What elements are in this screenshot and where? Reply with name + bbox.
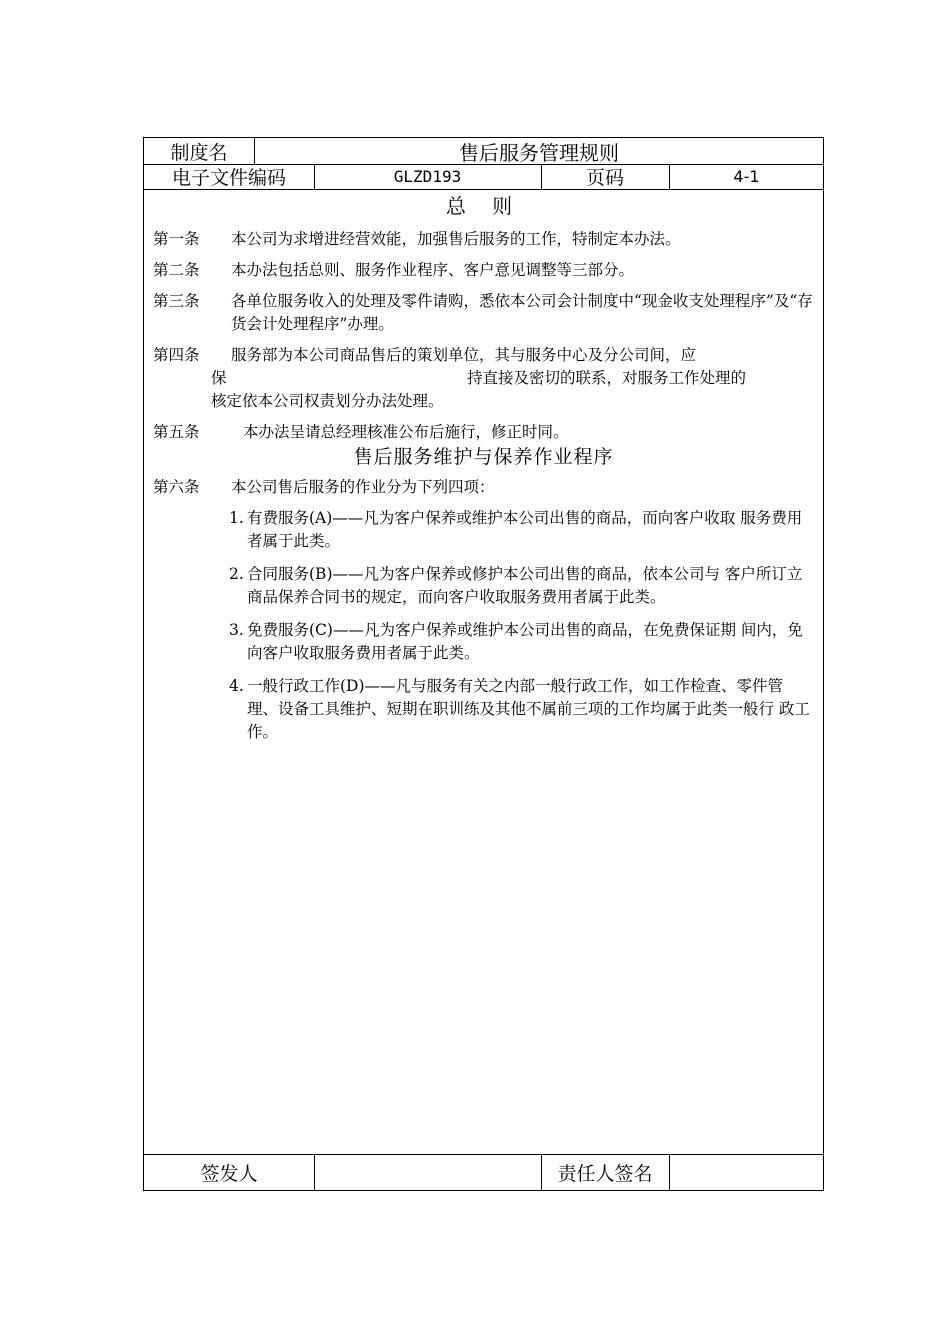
item-text: 有费服务(A)——凡为客户保养或维护本公司出售的商品，而向客户收取 服务费用者属于此类。 — [247, 509, 803, 550]
article-label: 第一条 — [153, 230, 200, 248]
article-label: 第五条 — [153, 423, 200, 441]
page-number: 4-1 — [733, 167, 760, 186]
item-number: 3. — [229, 621, 244, 639]
file-code-label: 电子文件编码 — [171, 167, 286, 189]
item-text: 一般行政工作(D)——凡与服务有关之内部一般行政工作，如工作检查、零件管理、设备工具维护、短期在职训练及其他不属前三项的工作均属于此类一般行 政工作。 — [247, 677, 810, 741]
item-text: 合同服务(B)——凡为客户保养或修护本公司出售的商品，依本公司与 客户所订立商品保养合同书的规定，而向客户收取服务费用者属于此类。 — [247, 565, 803, 606]
page-label: 页码 — [585, 167, 624, 189]
regulation-form — [143, 137, 824, 1191]
article — [153, 290, 814, 336]
article — [153, 228, 814, 251]
article-label: 第二条 — [153, 261, 200, 279]
list-item — [229, 507, 814, 553]
article-label: 第三条 — [153, 292, 200, 310]
article-text: 保 — [211, 369, 227, 387]
responsible-label: 责任人签名 — [557, 1163, 653, 1185]
article-text: 本办法包括总则、服务作业程序、客户意见调整等三部分。 — [231, 261, 635, 279]
article-text: 服务部为本公司商品售后的策划单位，其与服务中心及分公司间，应 — [231, 346, 697, 364]
issuer-signature-field[interactable] — [314, 1154, 541, 1191]
item-text: 免费服务(C)——凡为客户保养或维护本公司出售的商品，在免费保证期 间内，免向客户收取服务费用者属于此类。 — [247, 621, 803, 662]
article-text: 本办法呈请总经理核准公布后施行，修正时同。 — [243, 423, 569, 441]
article-text: 本公司售后服务的作业分为下列四项： — [231, 478, 495, 496]
article-text: 核定依本公司权责划分办法处理。 — [211, 392, 444, 410]
article-label: 第六条 — [153, 478, 200, 496]
regulation-body — [153, 228, 814, 754]
item-number: 2. — [229, 565, 244, 583]
regulation-name-label: 制度名 — [170, 141, 228, 164]
list-item — [229, 619, 814, 665]
article-label: 第四条 — [153, 346, 200, 364]
article-text: 持直接及密切的联系，对服务工作处理的 — [467, 369, 747, 387]
issuer-label: 签发人 — [200, 1163, 258, 1185]
regulation-title: 售后服务管理规则 — [459, 140, 619, 165]
list-item — [229, 675, 814, 744]
article — [153, 476, 814, 499]
article-text: 各单位服务收入的处理及零件请购，悉依本公司会计制度中“现金收支处理程序”及“存货会计处理程序”办理。 — [231, 292, 813, 333]
list-item — [229, 563, 814, 609]
file-code-value: GLZD193 — [393, 167, 462, 186]
section-title-general: 总 则 — [445, 193, 523, 218]
responsible-signature-field[interactable] — [669, 1154, 824, 1191]
article-text: 本公司为求增进经营效能，加强售后服务的工作，特制定本办法。 — [231, 230, 681, 248]
section-title-procedure: 售后服务维护与保养作业程序 — [353, 446, 614, 468]
article — [153, 344, 814, 413]
item-number: 1. — [229, 509, 244, 527]
article — [153, 259, 814, 282]
item-number: 4. — [229, 677, 244, 695]
article — [153, 421, 814, 444]
